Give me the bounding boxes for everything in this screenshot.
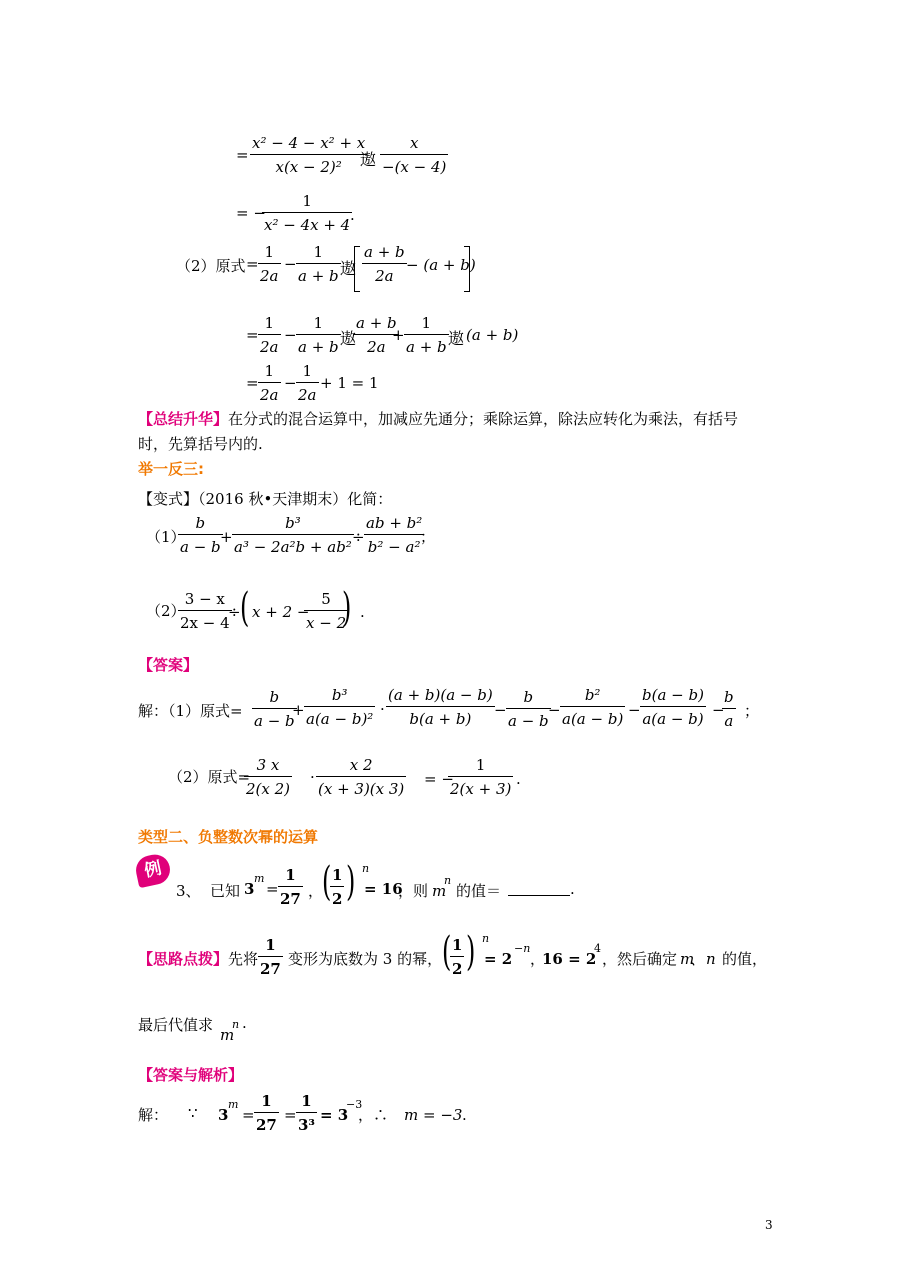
numerator: a + b [364,243,405,261]
numerator: 1 [264,243,275,261]
power-base: 3 [244,880,255,898]
minus-sign: − [284,255,297,273]
power-exponent: m [228,1098,239,1111]
fraction-bar [250,154,367,155]
fraction-bar [506,708,551,709]
plus-sign: + [392,326,405,344]
fraction-bar [296,1112,317,1113]
denominator: x² − 4x + 4 [264,216,351,234]
period: . [242,1014,247,1032]
example-badge: 例 [133,852,172,888]
expression-tail: − (a + b) [406,256,476,274]
fraction [258,314,281,356]
numerator: 3 − x [184,590,225,608]
numerator: x 2 [349,756,373,774]
fraction [722,688,736,730]
denominator: 2x − 4 [180,614,230,632]
equals-sign: = [246,374,259,392]
left-paren: ( [442,929,452,975]
power-exponent: n [482,932,490,945]
equals-sign: = [236,146,249,164]
fraction-bar [178,610,232,611]
expression-tail: + 1 = 1 [320,374,379,392]
fraction-bar [362,263,407,264]
fraction [386,686,495,728]
fraction [640,686,706,728]
fraction [362,243,407,285]
numerator: b [523,688,534,706]
hint-text: ，然后确定 [602,950,678,968]
separator: 、 [690,950,706,968]
fraction-bar [258,382,281,383]
answer2-label: （2）原式= [168,768,251,786]
garbled-operator: 遨 [340,329,357,348]
fraction [330,866,344,908]
denominator: 27 [260,960,281,978]
equals-minus: = − [424,770,454,788]
dot-operator: · [310,768,315,786]
fraction-bar [232,534,354,535]
equals-sign: = [284,1106,297,1124]
power-exponent: m [254,872,265,885]
garbled-operator: 遨 [448,329,465,348]
numerator: 1 [265,936,276,954]
denominator: 2a [260,386,279,404]
equals-minus: = − [236,204,266,222]
fraction-bar [296,334,341,335]
power-base: 3 [218,1106,229,1124]
numerator: 1 [302,362,313,380]
numerator: 1 [313,314,324,332]
denominator: a + b [298,267,339,285]
fraction [316,756,406,798]
fraction-bar [316,776,406,777]
denominator: a(a − b) [642,710,704,728]
expression-tail: (a + b) [466,326,519,344]
numerator: 1 [421,314,432,332]
fraction [448,756,513,798]
fraction [258,243,281,285]
value-of-text: 的值＝ [456,882,502,900]
sixteen-power: 16 = 2 [542,950,597,968]
denominator: 2(x + 3) [450,780,512,798]
equals-power: = 3 [320,1106,349,1124]
fraction [560,686,625,728]
fraction [178,514,223,556]
period: . [570,880,575,898]
fraction-bar [296,382,319,383]
answer-tag: 【答案】 [138,656,199,674]
numerator: b² [584,686,601,704]
denominator: 27 [280,890,301,908]
fraction-bar [258,956,283,957]
because-symbol: ∵ [188,1104,198,1122]
denominator: a − b [254,712,295,730]
practice-heading: 举一反三: [138,460,204,478]
numerator: b³ [285,514,301,532]
equals-power: = 2 [484,950,513,968]
denominator: a(a − b)² [306,710,374,728]
fraction [278,866,303,908]
fraction-bar [640,706,706,707]
part-label: （2）原式 [176,257,246,275]
numerator: 1 [332,866,343,884]
denominator: 2a [298,386,317,404]
summary-line1 [138,408,738,429]
fraction [450,936,464,978]
analysis-tag: 【答案与解析】 [138,1066,244,1084]
power-base: m [432,882,447,900]
fraction [258,936,283,978]
left-bracket [354,246,360,292]
denominator: b(a + b) [409,710,472,728]
right-bracket [464,246,470,292]
denominator: 2 [332,890,343,908]
q2-label: （2） [146,602,186,620]
denominator: a(a − b) [562,710,624,728]
equals-sign: = [246,326,259,344]
analysis-label: 解： [138,1106,169,1124]
summary-text1: 在分式的混合运算中，加减应先通分；乘除运算，除法应转化为乘法，有括号 [228,410,739,428]
denominator: 2(x 2) [246,780,291,798]
numerator: b(a − b) [642,686,704,704]
numerator: x [409,134,419,152]
power-exponent: n [362,862,370,875]
power-base: m [220,1026,235,1044]
given-text: 已知 [210,882,241,900]
fraction [506,688,551,730]
numerator: b [195,514,206,532]
power-exponent: n [444,874,452,887]
fraction-bar [448,776,513,777]
summary-tag: 【总结升华】 [138,410,229,428]
equals-sign: = [246,255,259,273]
fraction-bar [296,263,341,264]
fraction [296,1092,317,1134]
summary-text2: 时，先算括号内的. [138,435,263,453]
period: . [350,206,355,224]
fraction-bar [560,706,625,707]
semicolon: ； [420,528,436,546]
denominator: a [724,712,734,730]
numerator: 1 [452,936,463,954]
hint-text: 先将 [228,950,259,968]
variable-m: m [680,950,695,968]
left-paren: ( [322,859,332,905]
hint-text: 的值， [722,950,768,968]
power-exponent: 4 [594,942,601,955]
dot-operator: · [380,700,385,718]
equals-sign: = [242,1106,255,1124]
numerator: 1 [302,192,312,210]
fraction [304,686,375,728]
denominator: b² − a² [367,538,421,556]
page-number: 3 [765,1218,773,1232]
fraction-bar [304,706,375,707]
then-text: ，则 [398,882,429,900]
semicolon: ； [744,702,760,720]
minus-sign: − [284,374,297,392]
plus-sign: + [292,701,305,719]
hint-tag: 【思路点拨】 [138,950,229,968]
comma: ， [530,950,546,968]
denominator: a + b [298,338,339,356]
fraction [232,514,354,556]
fraction-bar [404,334,449,335]
denominator: x(x − 2)² [275,158,342,176]
section2-heading: 类型二、负整数次幂的运算 [138,828,319,846]
numerator: 1 [285,866,296,884]
fraction [380,134,448,176]
denominator: a − b [180,538,221,556]
fraction-bar [278,886,303,887]
numerator: 1 [264,314,275,332]
divide-sign: ÷ [352,528,365,546]
fraction [244,756,292,798]
power-exponent: −3 [346,1098,363,1111]
fraction-bar [178,534,223,535]
right-paren: ) [342,585,352,631]
comma: ， [308,882,324,900]
fraction-bar [330,886,344,887]
numerator: (a + b)(a − b) [388,686,493,704]
divide-sign: ÷ [228,603,241,621]
numerator: 3 x [256,756,280,774]
fraction-bar [450,956,464,957]
fraction [296,362,319,404]
variant-label: 【变式】（2016 秋•天津期末）化简： [138,490,393,508]
result: m = −3 [404,1106,463,1124]
denominator: 2 [452,960,463,978]
fraction [364,514,424,556]
equals-16: = 16 [364,880,403,898]
fraction [258,362,281,404]
minus-sign: − [628,701,641,719]
numerator: b [724,688,734,706]
period: . [462,1106,467,1124]
q1-label: （1） [146,528,186,546]
example-number: 3、 [176,882,201,900]
numerator: 1 [301,1092,312,1110]
fraction-bar [252,708,297,709]
fraction [252,688,297,730]
numerator: b [269,688,280,706]
hint-text: 变形为底数为 3 的幂， [288,950,443,968]
fraction-bar [258,334,281,335]
fraction-bar [386,706,495,707]
equals-sign: = [266,880,279,898]
denominator: 27 [256,1116,277,1134]
numerator: 1 [261,1092,272,1110]
fraction-bar [258,263,281,264]
numerator: b³ [331,686,348,704]
denominator: 2a [260,267,279,285]
fraction [262,192,352,234]
minus-sign: − [284,326,297,344]
fraction-bar [244,776,292,777]
therefore-text: ，∴ [358,1106,389,1124]
numerator: 5 [321,590,331,608]
denominator: 2a [367,338,386,356]
fraction-bar [722,708,736,709]
garbled-operator: 遨 [360,150,377,169]
denominator: a + b [406,338,447,356]
left-paren: ( [240,585,250,631]
denominator: a³ − 2a²b + ab² [234,538,352,556]
fraction-bar [262,212,352,213]
right-paren: ) [346,859,356,905]
denominator: 3³ [298,1116,316,1134]
denominator: −(x − 4) [382,158,447,176]
answer1-label: 解：（1）原式= [138,702,243,720]
hint-text: 最后代值求 [138,1016,214,1034]
numerator: ab + b² [366,514,423,532]
fraction [296,314,341,356]
minus-sign: − [494,701,507,719]
fraction-bar [254,1112,279,1113]
denominator: 2a [260,338,279,356]
fraction [254,1092,279,1134]
minus-sign: − [548,701,561,719]
inner-expression: x + 2 − [252,603,310,621]
denominator: (x + 3)(x 3) [318,780,405,798]
denominator: x − 2 [306,614,347,632]
answer-blank [508,881,570,896]
numerator: 1 [313,243,324,261]
fraction [178,590,232,632]
plus-sign: + [220,528,233,546]
power-exponent: n [232,1018,240,1031]
power-exponent: −n [514,942,531,955]
fraction [250,134,367,176]
fraction-bar [380,154,448,155]
variable-n: n [706,950,716,968]
fraction-bar [364,534,424,535]
numerator: x² − 4 − x² + x [252,134,366,152]
numerator: 1 [475,756,486,774]
minus-sign: − [712,701,725,719]
numerator: a + b [356,314,397,332]
numerator: 1 [264,362,275,380]
fraction [296,243,341,285]
period: . [360,603,365,621]
denominator: a − b [508,712,549,730]
garbled-operator: 遨 [340,259,357,278]
right-paren: ) [466,929,476,975]
fraction [404,314,449,356]
period: . [516,770,521,788]
denominator: 2a [375,267,394,285]
